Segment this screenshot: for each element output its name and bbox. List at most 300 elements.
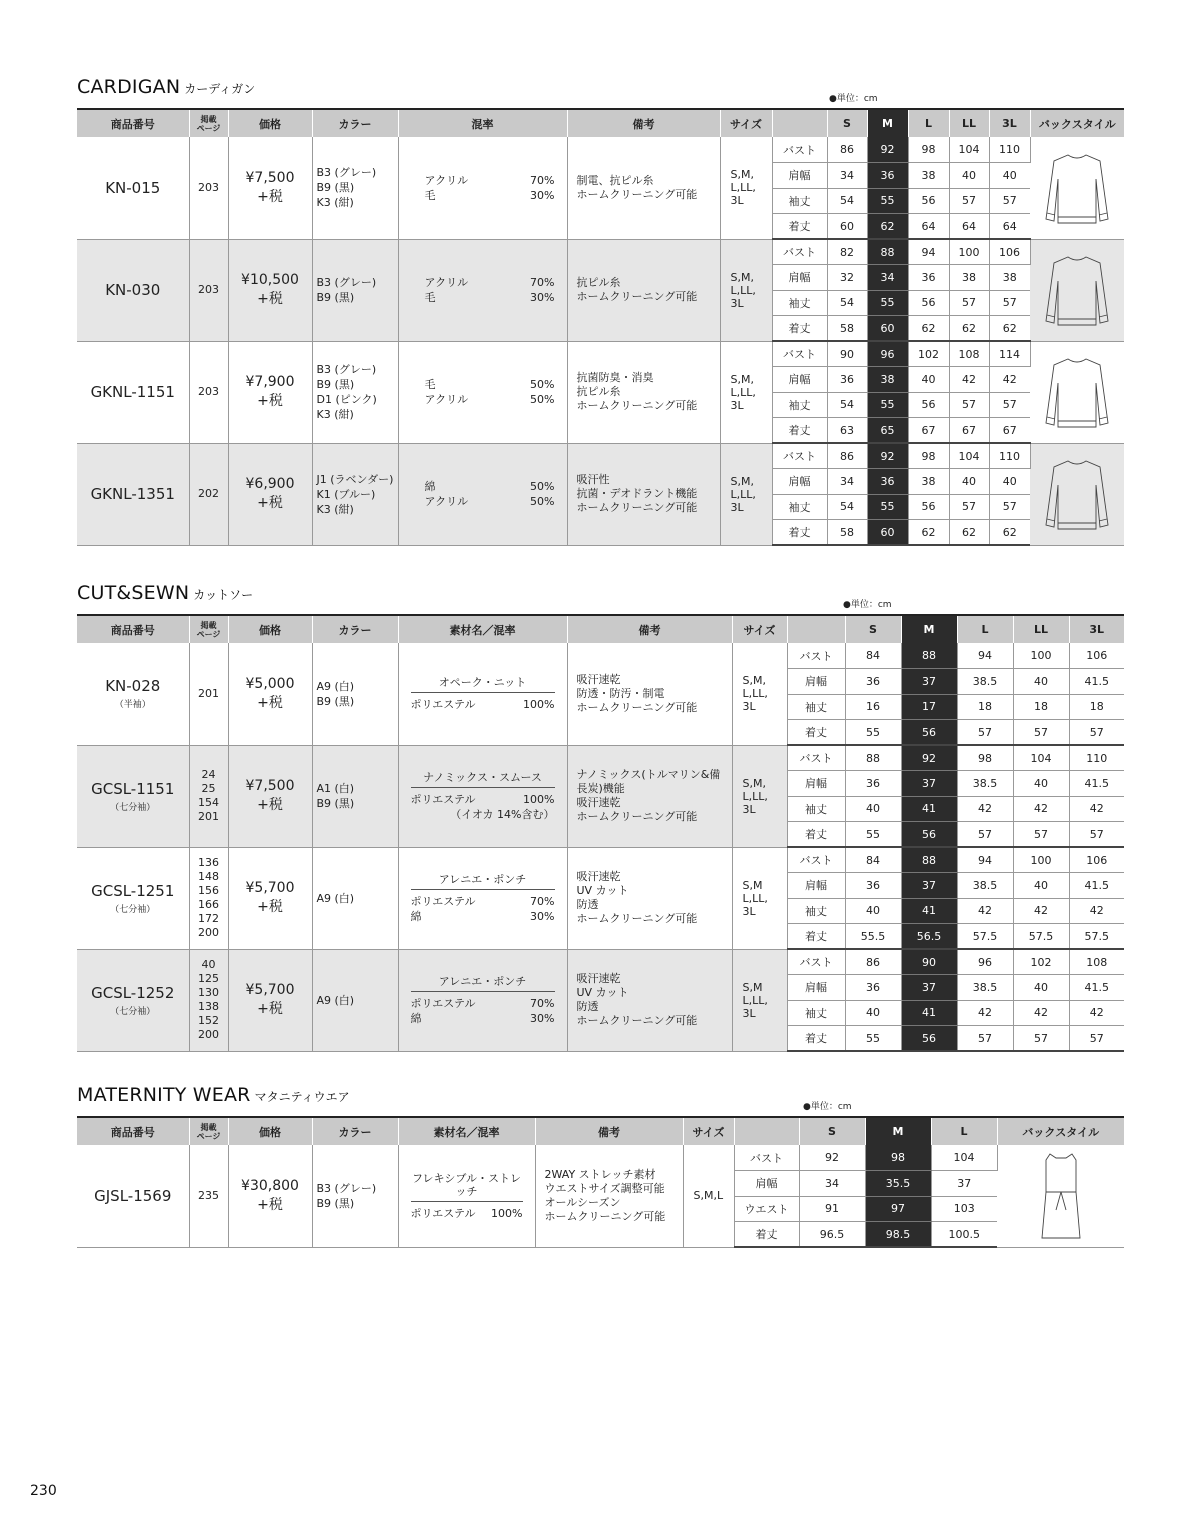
color-option: A1 (白) (316, 782, 355, 795)
remark-line: 制電、抗ピル糸 (576, 173, 654, 187)
measure-value: 64 (908, 214, 949, 240)
measure-value: 35.5 (865, 1171, 931, 1197)
material-name: アクリル (424, 495, 469, 508)
remark-line: ホームクリーニング可能 (576, 187, 698, 201)
header-ll: LL (949, 109, 989, 137)
measure-value: 55 (845, 1026, 901, 1052)
color-option: K3 (紺) (316, 408, 354, 421)
measure-value: 36 (827, 367, 867, 393)
measure-value: 57 (989, 392, 1030, 418)
remark-line: ホームクリーニング可能 (576, 399, 698, 412)
remark-line: 抗菌防臭・消臭 (576, 371, 654, 384)
measure-value: 57.5 (1013, 924, 1069, 950)
remark-line: ウエストサイズ調整可能 (544, 1181, 665, 1195)
measure-label: ウエスト (734, 1196, 799, 1222)
measure-value: 94 (957, 643, 1013, 669)
measure-value: 57 (1013, 822, 1069, 848)
remarks (567, 847, 732, 949)
measure-value: 104 (1013, 745, 1069, 771)
measure-value: 18 (957, 694, 1013, 720)
page-line: 152 (198, 1014, 219, 1027)
size-line: S,M, (742, 674, 766, 688)
sizes (732, 847, 787, 949)
remark-line: ホームクリーニング可能 (576, 501, 698, 514)
measure-value: 40 (949, 469, 989, 495)
measure-value: 41.5 (1069, 975, 1124, 1001)
measure-value: 37 (901, 975, 957, 1001)
measure-value: 54 (827, 188, 867, 214)
measure-value: 67 (989, 418, 1030, 444)
color-option: A9 (白) (316, 679, 355, 693)
page-line: 201 (198, 810, 219, 823)
measure-label: バスト (787, 745, 845, 771)
size-line: S,M, (730, 372, 754, 386)
measure-value: 55 (867, 494, 908, 520)
material-name: アクリル (424, 173, 469, 187)
measure-value: 57 (1069, 822, 1124, 848)
colors (312, 745, 398, 847)
measure-value: 104 (949, 137, 989, 163)
measure-value: 102 (908, 341, 949, 367)
unit-label: ●単位：cm (803, 1102, 852, 1112)
table-row (77, 1145, 1124, 1171)
measure-value: 37 (901, 873, 957, 899)
page-line: 154 (198, 796, 219, 809)
table-row (77, 239, 1124, 265)
price-line: ¥5,000 (245, 675, 295, 692)
size-line: S,M, (730, 270, 754, 284)
size-line: L,LL, (742, 789, 768, 803)
measure-value: 57 (949, 290, 989, 316)
measure-label: バスト (772, 341, 827, 367)
measure-value: 57 (957, 720, 1013, 746)
measure-value: 55 (845, 822, 901, 848)
material-mix (398, 745, 567, 847)
measure-value: 34 (867, 265, 908, 291)
color-option: B9 (黒) (316, 181, 355, 195)
measure-value: 62 (949, 316, 989, 342)
measure-value: 42 (957, 1000, 1013, 1026)
table-header-row (77, 1117, 1124, 1145)
color-option: A9 (白) (316, 993, 355, 1007)
color-option: B9 (黒) (316, 1196, 355, 1210)
measure-value: 110 (989, 443, 1030, 469)
header-page: 掲載 ページ (189, 1117, 228, 1145)
table-header-row (77, 615, 1124, 643)
measure-value: 38 (949, 265, 989, 291)
material-name: ポリエステル (410, 1206, 476, 1220)
measure-value: 55 (867, 392, 908, 418)
measure-value: 38 (908, 163, 949, 189)
sleeve-note: （七分袖） (110, 802, 156, 813)
measure-value: 102 (1013, 949, 1069, 975)
remark-line: 抗ピル糸 (576, 276, 621, 289)
measure-value: 103 (931, 1196, 997, 1222)
measure-value: 97 (865, 1196, 931, 1222)
cutsewn-title (77, 582, 253, 604)
measure-value: 94 (957, 847, 1013, 873)
material-name: アクリル (424, 276, 469, 289)
table-row (77, 949, 1124, 975)
size-line: L,LL, (742, 687, 768, 701)
remarks (567, 949, 732, 1051)
header-back: バックスタイル (997, 1117, 1124, 1145)
measure-value: 41 (901, 898, 957, 924)
material-percent: 100% (523, 698, 555, 712)
material-percent: 30% (530, 1012, 555, 1025)
measure-label: バスト (772, 137, 827, 163)
back-style-cardigan-icon (1042, 353, 1112, 431)
mix-rate (398, 443, 567, 545)
material-name: ポリエステル (410, 793, 476, 806)
header-l: L (931, 1117, 997, 1145)
header-3l: 3L (989, 109, 1030, 137)
back-style (1030, 137, 1124, 239)
measure-value: 60 (867, 316, 908, 342)
measure-value: 82 (827, 239, 867, 265)
measure-value: 42 (957, 796, 1013, 822)
measure-value: 108 (1069, 949, 1124, 975)
price-line: ¥5,700 (245, 982, 295, 998)
price (228, 443, 312, 545)
measure-value: 40 (1013, 771, 1069, 797)
measure-value: 98.5 (865, 1222, 931, 1248)
color-option: B3 (グレー) (316, 363, 377, 376)
measure-value: 34 (827, 163, 867, 189)
measure-value: 92 (867, 443, 908, 469)
price-line: +税 (257, 495, 283, 511)
measure-value: 36 (867, 469, 908, 495)
sleeve-note: （半袖） (114, 700, 151, 711)
measure-label: 肩幅 (787, 975, 845, 1001)
measure-value: 57 (989, 188, 1030, 214)
header-s: S (845, 615, 901, 643)
measure-value: 86 (845, 949, 901, 975)
sizes (720, 137, 772, 239)
measure-value: 42 (989, 367, 1030, 393)
sizes (720, 341, 772, 443)
page-line: 24 (201, 768, 216, 781)
measure-value: 56 (901, 822, 957, 848)
material-mix (398, 643, 567, 745)
remark-line: ホームクリーニング可能 (576, 912, 698, 925)
unit-label: ●単位：cm (843, 600, 892, 610)
measure-label: 肩幅 (772, 265, 827, 291)
material-percent: 70% (530, 276, 555, 289)
measure-value: 55 (867, 290, 908, 316)
header-3l: 3L (1069, 615, 1124, 643)
table-row (77, 341, 1124, 367)
measure-value: 60 (827, 214, 867, 240)
measure-value: 62 (989, 316, 1030, 342)
page-line: 200 (198, 926, 219, 939)
table-row (77, 443, 1124, 469)
colors (312, 1145, 398, 1247)
measure-value: 42 (1069, 1000, 1124, 1026)
product-code: GJSL-1569 (77, 1145, 189, 1247)
page-line: 130 (198, 986, 219, 999)
header-color: カラー (312, 109, 398, 137)
remark-line: 吸汗速乾 (576, 796, 621, 809)
measure-value: 34 (799, 1171, 865, 1197)
measure-value: 86 (827, 137, 867, 163)
header-remark: 備考 (567, 615, 732, 643)
measure-value: 56 (901, 720, 957, 746)
measure-value: 54 (827, 392, 867, 418)
material-name: 毛 (424, 378, 436, 391)
header-back: バックスタイル (1030, 109, 1124, 137)
measure-value: 84 (845, 643, 901, 669)
measure-value: 41.5 (1069, 669, 1124, 695)
measure-value: 34 (827, 469, 867, 495)
header-price: 価格 (228, 615, 312, 643)
remarks (567, 341, 720, 443)
size-line: 3L (730, 500, 744, 514)
measure-value: 42 (1013, 898, 1069, 924)
measure-value: 62 (908, 316, 949, 342)
sleeve-note: （七分袖） (110, 1006, 156, 1017)
measure-value: 55 (845, 720, 901, 746)
mix-rate (398, 239, 567, 341)
measure-value: 108 (949, 341, 989, 367)
back-style (1030, 443, 1124, 545)
measure-label: バスト (787, 949, 845, 975)
measure-label: 着丈 (772, 214, 827, 240)
header-price: 価格 (228, 109, 312, 137)
measure-value: 36 (908, 265, 949, 291)
color-option: A9 (白) (316, 891, 355, 905)
material-name: 綿 (424, 480, 436, 493)
measure-value: 58 (827, 520, 867, 546)
measure-value: 94 (908, 239, 949, 265)
price-line: +税 (257, 393, 283, 409)
measure-value: 57 (1069, 1026, 1124, 1052)
measure-value: 41.5 (1069, 771, 1124, 797)
page-line: 200 (198, 1028, 219, 1041)
measure-value: 37 (901, 669, 957, 695)
colors (312, 643, 398, 745)
measure-value: 100 (949, 239, 989, 265)
measure-value: 36 (845, 975, 901, 1001)
price-line: ¥7,500 (245, 778, 295, 794)
measure-value: 57 (949, 188, 989, 214)
size-line: L,LL, (730, 283, 756, 297)
measure-value: 40 (989, 469, 1030, 495)
colors (312, 847, 398, 949)
header-size: サイズ (732, 615, 787, 643)
remark-line: 吸汗性 (576, 473, 610, 486)
maternity-table (77, 1116, 1124, 1248)
price-line: +税 (257, 694, 283, 711)
measure-value: 57 (949, 494, 989, 520)
catalog-page: 203 (189, 137, 228, 239)
mix-rate (398, 341, 567, 443)
measure-value: 41.5 (1069, 873, 1124, 899)
product-code: GKNL-1351 (77, 443, 189, 545)
page-line: 136 (198, 856, 219, 869)
measure-value: 88 (901, 847, 957, 873)
measure-value: 88 (867, 239, 908, 265)
measure-value: 40 (845, 796, 901, 822)
section-title-ja: カットソー (193, 588, 254, 602)
measure-value: 40 (1013, 873, 1069, 899)
header-l: L (957, 615, 1013, 643)
measure-value: 42 (1013, 1000, 1069, 1026)
measure-value: 106 (1069, 643, 1124, 669)
header-measure-label (787, 615, 845, 643)
measure-value: 57 (1069, 720, 1124, 746)
remark-line: ナノミックス(トルマリン&備長炭)機能 (576, 768, 721, 795)
measure-value: 56 (901, 1026, 957, 1052)
remark-line: UV カット (576, 986, 629, 999)
colors (312, 239, 398, 341)
material-name: 綿 (410, 910, 422, 923)
material-name: ポリエステル (410, 895, 476, 908)
measure-value: 56 (908, 392, 949, 418)
product-code (77, 745, 189, 847)
measure-label: 袖丈 (772, 188, 827, 214)
measure-value: 57 (1013, 1026, 1069, 1052)
price (228, 1145, 312, 1247)
measure-value: 40 (1013, 975, 1069, 1001)
page-line: 40 (201, 958, 216, 971)
page-line: 148 (198, 870, 219, 883)
product-code: GKNL-1151 (77, 341, 189, 443)
size-line: S,M, (730, 474, 754, 488)
measure-value: 62 (908, 520, 949, 546)
measure-value: 32 (827, 265, 867, 291)
price-line: +税 (257, 291, 283, 307)
price (228, 239, 312, 341)
measure-value: 55 (867, 188, 908, 214)
measure-label: 袖丈 (772, 392, 827, 418)
material-name: 綿 (410, 1012, 422, 1025)
header-l: L (908, 109, 949, 137)
header-s: S (827, 109, 867, 137)
color-option: J1 (ラベンダー) (316, 472, 394, 486)
size-line: S,M, (742, 776, 766, 790)
page-line: 125 (198, 972, 219, 985)
page-line: 201 (198, 686, 219, 700)
measure-value: 42 (957, 898, 1013, 924)
measure-label: 袖丈 (772, 290, 827, 316)
remarks (567, 137, 720, 239)
remark-line: ホームクリーニング可能 (576, 700, 698, 714)
price (228, 949, 312, 1051)
sizes (720, 239, 772, 341)
size-line: L,LL, (742, 891, 768, 905)
back-style-cardigan-icon (1042, 455, 1112, 533)
header-measure-label (772, 109, 827, 137)
measure-label: 肩幅 (787, 669, 845, 695)
measure-value: 57 (989, 290, 1030, 316)
header-m: M (865, 1117, 931, 1145)
measure-value: 36 (845, 669, 901, 695)
price-line: ¥10,500 (241, 272, 299, 288)
colors (312, 137, 398, 239)
measure-value: 62 (867, 214, 908, 240)
measure-label: バスト (734, 1145, 799, 1171)
measure-value: 40 (989, 163, 1030, 189)
measure-label: 肩幅 (787, 771, 845, 797)
remarks (567, 745, 732, 847)
color-option: K1 (ブルー) (316, 487, 376, 501)
material-title: アレニエ・ポンチ (411, 873, 555, 890)
material-title: フレキシブル・ストレッチ (411, 1172, 523, 1202)
measure-value: 84 (845, 847, 901, 873)
remark-line: ホームクリーニング可能 (576, 810, 698, 823)
measure-value: 16 (845, 694, 901, 720)
measure-value: 62 (989, 520, 1030, 546)
measure-value: 37 (931, 1171, 997, 1197)
price-line: ¥7,500 (245, 169, 295, 186)
color-option: B3 (グレー) (316, 166, 377, 180)
measure-value: 55.5 (845, 924, 901, 950)
header-color: カラー (312, 1117, 398, 1145)
measure-value: 57 (957, 1026, 1013, 1052)
measure-value: 40 (1013, 669, 1069, 695)
material-percent: 70% (530, 173, 555, 187)
size-line: S,M, (730, 168, 754, 182)
material-name: ポリエステル (410, 997, 476, 1010)
color-option: D1 (ピンク) (316, 393, 377, 406)
product-code-text: GCSL-1251 (91, 881, 175, 900)
measure-value: 98 (908, 137, 949, 163)
catalog-page (189, 643, 228, 745)
measure-value: 67 (949, 418, 989, 444)
size-line: S,M (742, 980, 763, 994)
remark-line: ホームクリーニング可能 (576, 290, 698, 303)
unit-label: ●単位：cm (829, 94, 878, 104)
measure-value: 96.5 (799, 1222, 865, 1248)
measure-value: 18 (1013, 694, 1069, 720)
page-line: 166 (198, 898, 219, 911)
measure-value: 98 (908, 443, 949, 469)
price (228, 643, 312, 745)
price-line: ¥7,900 (245, 374, 295, 390)
back-style (1030, 239, 1124, 341)
size-line: 3L (730, 296, 744, 310)
measure-value: 92 (901, 745, 957, 771)
measure-value: 104 (949, 443, 989, 469)
measure-value: 40 (845, 1000, 901, 1026)
size-line: 3L (742, 802, 756, 816)
measure-value: 42 (1069, 898, 1124, 924)
product-code (77, 949, 189, 1051)
cardigan-table (77, 108, 1124, 546)
header-page: 掲載 ページ (189, 109, 228, 137)
measure-label: 袖丈 (772, 494, 827, 520)
color-option: B9 (黒) (316, 378, 355, 391)
measure-value: 92 (799, 1145, 865, 1171)
measure-value: 98 (957, 745, 1013, 771)
measure-label: 袖丈 (787, 898, 845, 924)
measure-value: 40 (845, 898, 901, 924)
measure-value: 100 (1013, 847, 1069, 873)
measure-label: 袖丈 (787, 1000, 845, 1026)
size-line: S,M,L (693, 1189, 724, 1203)
measure-value: 65 (867, 418, 908, 444)
measure-value: 38.5 (957, 975, 1013, 1001)
section-title-en: CUT&SEWN (77, 582, 190, 604)
price (228, 745, 312, 847)
measure-value: 56 (908, 494, 949, 520)
measure-value: 92 (867, 137, 908, 163)
measure-value: 54 (827, 290, 867, 316)
section-title-en: MATERNITY WEAR (77, 1084, 251, 1106)
page-line: 25 (201, 782, 216, 795)
material-name: ポリエステル (410, 698, 476, 712)
